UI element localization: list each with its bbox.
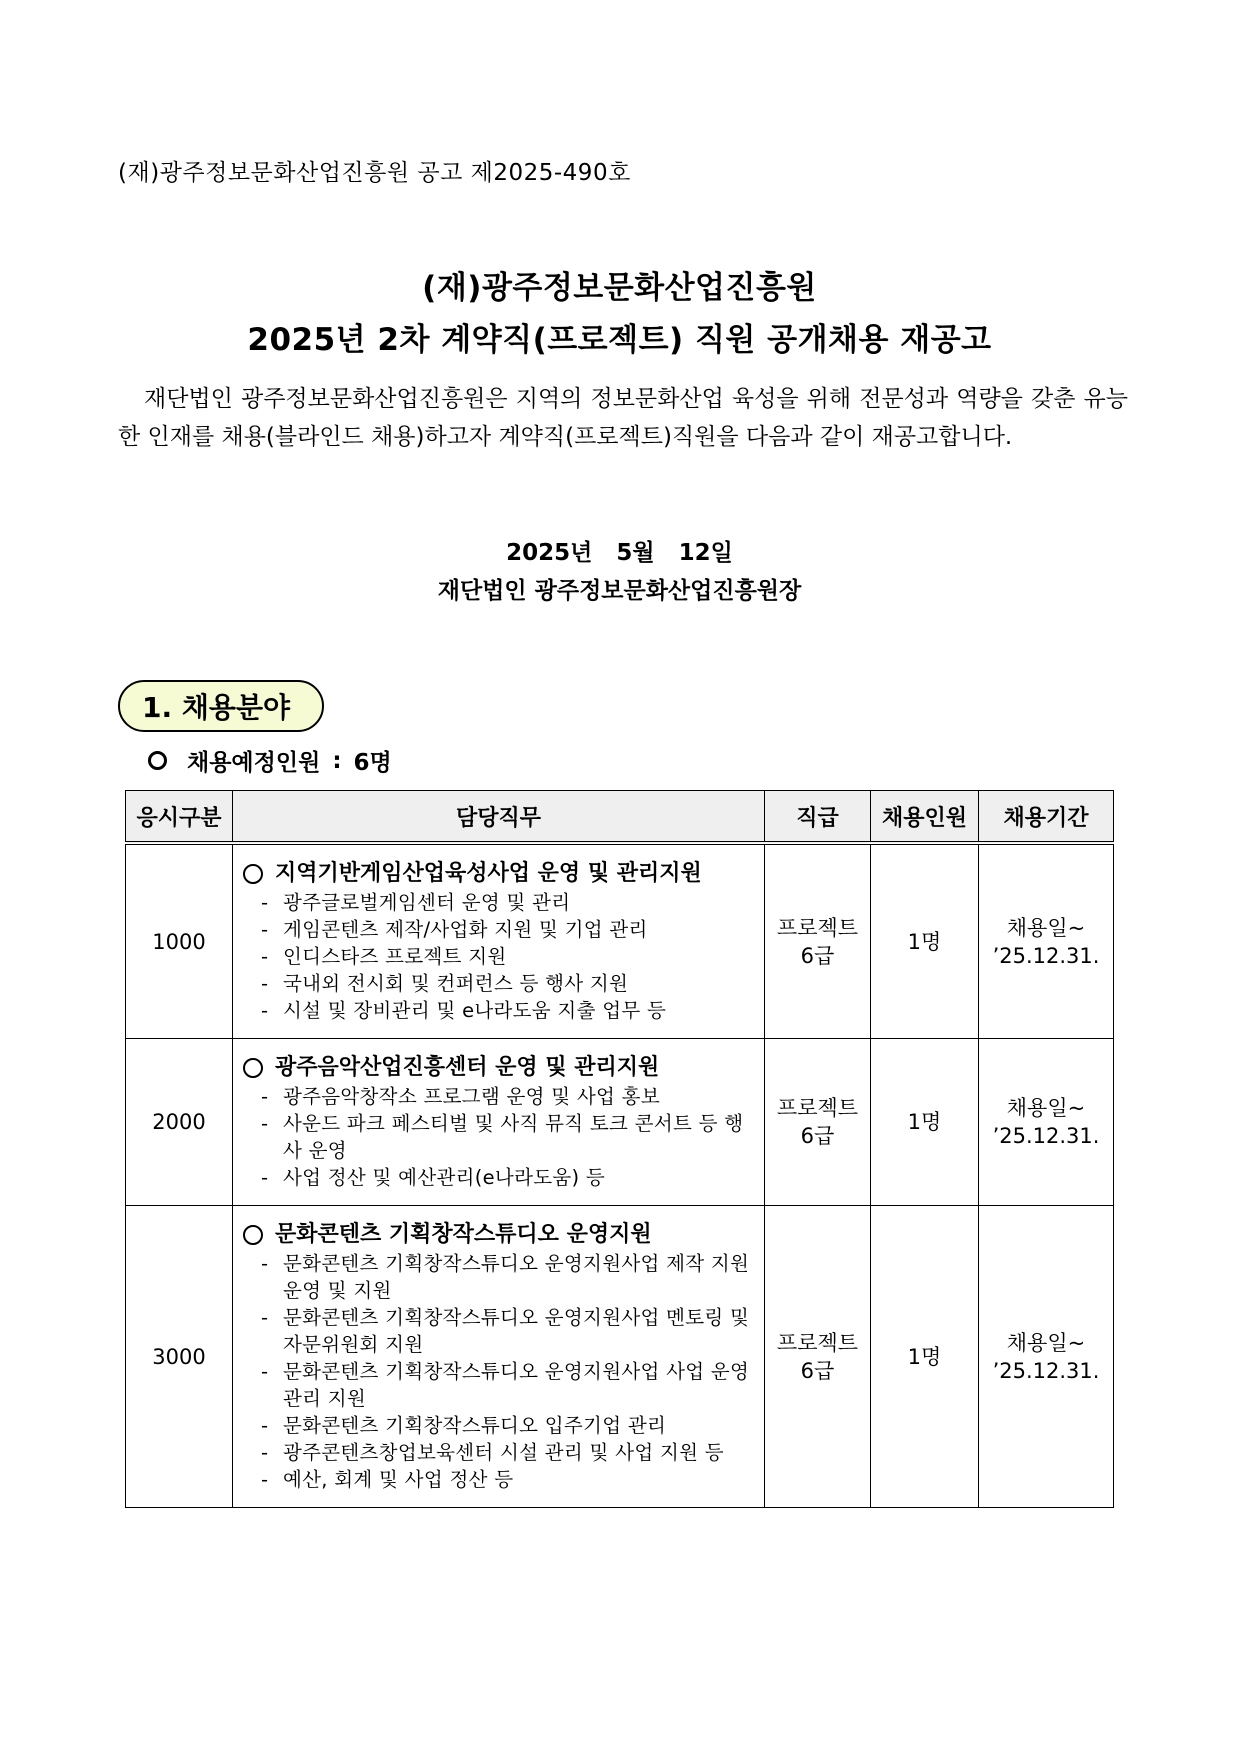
grade-type: 프로젝트 <box>776 1096 859 1120</box>
document-title <box>0 262 1239 366</box>
section-heading-recruitment-field: 1. 채용분야 <box>118 680 324 732</box>
header-application-code: 응시구분 <box>126 791 233 844</box>
title-announcement: 2025년 2차 계약직(프로젝트) 직원 공개채용 재공고 <box>247 322 992 358</box>
duty-item: - 인디스타즈 프로젝트 지원 <box>283 943 754 970</box>
notice-number: (재)광주정보문화산업진흥원 공고 제2025-490호 <box>118 160 631 186</box>
period-cell <box>979 843 1114 1039</box>
duty-list <box>243 1250 754 1493</box>
duty-item: - 게임콘텐츠 제작/사업화 지원 및 기업 관리 <box>283 916 754 943</box>
headcount-label: 채용예정인원 <box>187 750 321 776</box>
intro-paragraph: 재단법인 광주정보문화산업진흥원은 지역의 정보문화산업 육성을 위해 전문성과 역량을 갖춘 유능한 인재를 채용(블라인드 채용)하고자 계약직(프로젝트)직원을 다음과 같이 재공고합니다. <box>118 386 1128 450</box>
header-duty: 담당직무 <box>233 791 765 844</box>
circle-bullet-icon <box>243 1225 263 1245</box>
duty-title-text: 문화콘텐츠 기획창작스튜디오 운영지원 <box>275 1222 652 1247</box>
recruitment-table <box>125 790 1114 1508</box>
period-cell <box>979 1039 1114 1206</box>
grade-cell <box>765 1206 871 1508</box>
duty-cell <box>233 843 765 1039</box>
duty-item: - 문화콘텐츠 기획창작스튜디오 운영지원사업 사업 운영 관리 지원 <box>283 1358 754 1412</box>
duty-cell <box>233 1206 765 1508</box>
announcement-date: 2025년 5월 12일 <box>506 540 733 566</box>
headcount-cell: 1명 <box>871 1039 979 1206</box>
period-start: 채용일~ <box>1006 1096 1086 1120</box>
period-end: ’25.12.31. <box>992 1358 1100 1383</box>
table-row <box>126 1039 1114 1206</box>
grade-cell <box>765 1039 871 1206</box>
table-header-row <box>126 791 1114 844</box>
duty-list <box>243 1083 754 1191</box>
period-end: ’25.12.31. <box>992 943 1100 968</box>
duty-cell <box>233 1039 765 1206</box>
grade-cell <box>765 843 871 1039</box>
duty-title <box>243 1053 754 1083</box>
signature-block <box>0 534 1239 610</box>
period-start: 채용일~ <box>1006 915 1086 940</box>
duty-item: - 예산, 회계 및 사업 정산 등 <box>283 1466 754 1493</box>
grade-level: 6급 <box>800 943 835 968</box>
application-code: 2000 <box>126 1039 233 1206</box>
grade-level: 6급 <box>800 1124 835 1148</box>
duty-item: - 광주글로벌게임센터 운영 및 관리 <box>283 889 754 916</box>
duty-title-text: 지역기반게임산업육성사업 운영 및 관리지원 <box>275 861 702 886</box>
table-row <box>126 843 1114 1039</box>
duty-title <box>243 859 754 889</box>
circle-bullet-icon <box>243 864 263 884</box>
period-end: ’25.12.31. <box>992 1124 1100 1148</box>
duty-item: - 광주음악창작소 프로그램 운영 및 사업 홍보 <box>283 1083 754 1110</box>
duty-item: - 시설 및 장비관리 및 e나라도움 지출 업무 등 <box>283 997 754 1024</box>
headcount-value: 6명 <box>353 750 392 776</box>
table-row <box>126 1206 1114 1508</box>
grade-level: 6급 <box>800 1358 835 1383</box>
duty-item: - 광주콘텐츠창업보육센터 시설 관리 및 사업 지원 등 <box>283 1439 754 1466</box>
duty-title <box>243 1220 754 1250</box>
header-headcount: 채용인원 <box>871 791 979 844</box>
duty-item: - 사업 정산 및 예산관리(e나라도움) 등 <box>283 1164 754 1191</box>
headcount-separator: : <box>332 747 342 774</box>
headcount-cell: 1명 <box>871 843 979 1039</box>
duty-item: - 문화콘텐츠 기획창작스튜디오 입주기업 관리 <box>283 1412 754 1439</box>
title-organization: (재)광주정보문화산업진흥원 <box>422 270 817 306</box>
ring-bullet-icon <box>148 751 167 770</box>
duty-item: - 국내외 전시회 및 컨퍼런스 등 행사 지원 <box>283 970 754 997</box>
application-code: 1000 <box>126 843 233 1039</box>
header-grade: 직급 <box>765 791 871 844</box>
application-code: 3000 <box>126 1206 233 1508</box>
headcount-cell: 1명 <box>871 1206 979 1508</box>
period-start: 채용일~ <box>1006 1330 1086 1355</box>
planned-headcount <box>148 744 392 777</box>
period-cell <box>979 1206 1114 1508</box>
duty-item: - 사운드 파크 페스티벌 및 사직 뮤직 토크 콘서트 등 행사 운영 <box>283 1110 754 1164</box>
duty-title-text: 광주음악산업진흥센터 운영 및 관리지원 <box>275 1055 660 1080</box>
duty-list <box>243 889 754 1024</box>
grade-type: 프로젝트 <box>776 1330 859 1355</box>
duty-item: - 문화콘텐츠 기획창작스튜디오 운영지원사업 멘토링 및 자문위원회 지원 <box>283 1304 754 1358</box>
issuer-name: 재단법인 광주정보문화산업진흥원장 <box>437 578 802 604</box>
duty-item: - 문화콘텐츠 기획창작스튜디오 운영지원사업 제작 지원 운영 및 지원 <box>283 1250 754 1304</box>
header-period: 채용기간 <box>979 791 1114 844</box>
circle-bullet-icon <box>243 1058 263 1078</box>
grade-type: 프로젝트 <box>776 915 859 940</box>
